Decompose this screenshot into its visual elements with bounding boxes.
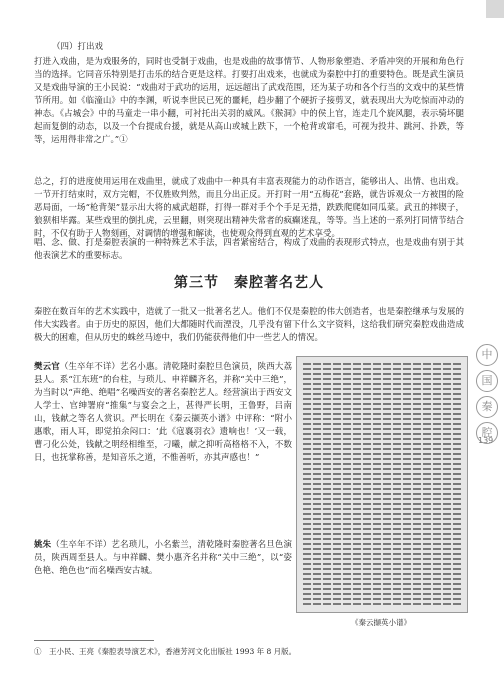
artist-entry-fan-yunguan: [34, 361, 292, 465]
paragraph-2: 总之，打的进度使用运用在戏曲里，就成了戏曲中一种具有丰富表现能力的动作语言，能够出人、出情、也出戏。一节开打结束时，双方完帽，不仅胜败判然，而且分出正反。开打时一用“五梅花”套路，就告诉观众一方被围的险恶局面，一场“枪背架”显示出大将的威武超群，打得一群对手个个手足无措，跌跌爬爬如同瓜菜。武丑的摔锲子，狼狈相毕露。某些戏里的倒扎虎，云里翻，则突现出精神失常者的疯癫迷乱，等等。当上述的一系列打同情节结合时，不仅有助于人物刻画，对调情的增强和解读，也使观众得到直观的艺术享受。: [34, 177, 464, 239]
side-tab-char: 中: [476, 344, 498, 366]
artist-entry-yao-zhu: [34, 539, 292, 578]
page-corner-shadow: [486, 0, 504, 18]
artist-name: 姚朱: [34, 540, 52, 550]
artist-bio: （生卒年不详）艺名琐儿，小名紫兰，清乾隆时秦腔著名旦色演员，陕西周至县人。与申祥麟、樊小惠齐名并称“关中三绝”，以“姿色艳、绝色也”而名噪西安古城。: [34, 540, 292, 576]
footnote-divider: [34, 640, 154, 641]
artist-name: 樊云官: [34, 362, 60, 372]
paragraph-1: 打进入戏曲，是为戏服务的，同时也受制于戏曲，也是戏曲的故事情节、人物形象塑造、矛盾冲突的开展和角色行当的选择。它同音乐特别是打击乐的结合更是这样。打要打出戏来，也就成为秦腔中打的重要特色。既是武生演员又是戏曲导演的王小民说：“戏曲对于武功的运用，远远超出了武戏范围，还为某子功和各个行当的文戏中的某些情节所用。如《临潼山》中的李渊，听说李世民已死的噩耗，趋步翻了个硬折子接剪叉，就表现出大为吃惊而冲动的神态。《占城会》中的马童走一串小翻，可衬托出关羽的威风。《猴洞》中的侯上官，连走几个旋风腿，表示骑坏腿起而复倒的动态，以及一个台提成台援，就是从高山或城上跌下，一个枪背或窜毛，可视为投井、跳河、扑跌，等等，运用得非常之广。”①: [34, 57, 464, 145]
side-tab: [476, 344, 498, 448]
paragraph-3: 唱、念、做、打是秦腔表演的一种特殊艺术手法，四者紧密结合，构成了戏曲的表现形式特点，也是戏曲有别于其他表演艺术的重要标志。: [34, 238, 464, 261]
side-tab-char: 腔: [476, 422, 498, 444]
figure-caption: 《秦云撷英小谱》: [351, 618, 411, 627]
subsection-heading: （四）打出戏: [52, 42, 104, 52]
page-number: 139: [478, 436, 494, 445]
artist-bio: （生卒年不详）艺名小惠。清乾隆时秦腔旦色演员，陕西大荔县人。系“江东班”的台柱，与琐儿、申祥麟齐名，并称“关中三绝”，为当时以“声绝、绝唱”名噪西安的著名秦腔艺人。经营演出于西安文人学士、官绅署府“推集”与宴会之上，甚得严长明，王鲁野，吕南山，钱献之等名人赏识。严长明在《秦云撷英小谱》中评称：“附小惠歌，雨人耳，即觉拍余闷口：‘此《寇襄羽衣》遗响也！’又一载，曹刁化公处，钱献之明经相维至，刁曦，献之抑听高格格不入，不数日，也抚掌称善，是知音乐之道，不惟善听，亦其声感也！”: [34, 362, 292, 463]
section-title: 第三节 秦腔著名艺人: [174, 275, 324, 291]
side-tab-char: 秦: [476, 396, 498, 418]
side-tab-char: 国: [476, 370, 498, 392]
section-intro: 秦腔在数百年的艺术实践中，造就了一批又一批著名艺人。他们不仅是秦腔的伟大创造者，也是秦腔继承与发展的伟大实践者。由于历史的原因，他们大都随时代而湮没，几乎没有留下什么文字资料，这给我们研究秦腔戏曲造成极大的困难，但从历史的蛛丝马迹中，我们仍能获得他们中一些艺人的情况。: [34, 307, 464, 343]
historic-text-image: [296, 356, 468, 613]
footnote: ① 王小民、王亮《秦腔表导演艺术》，香港芳河文化出版社 1993 年 8 月版。: [34, 647, 297, 656]
